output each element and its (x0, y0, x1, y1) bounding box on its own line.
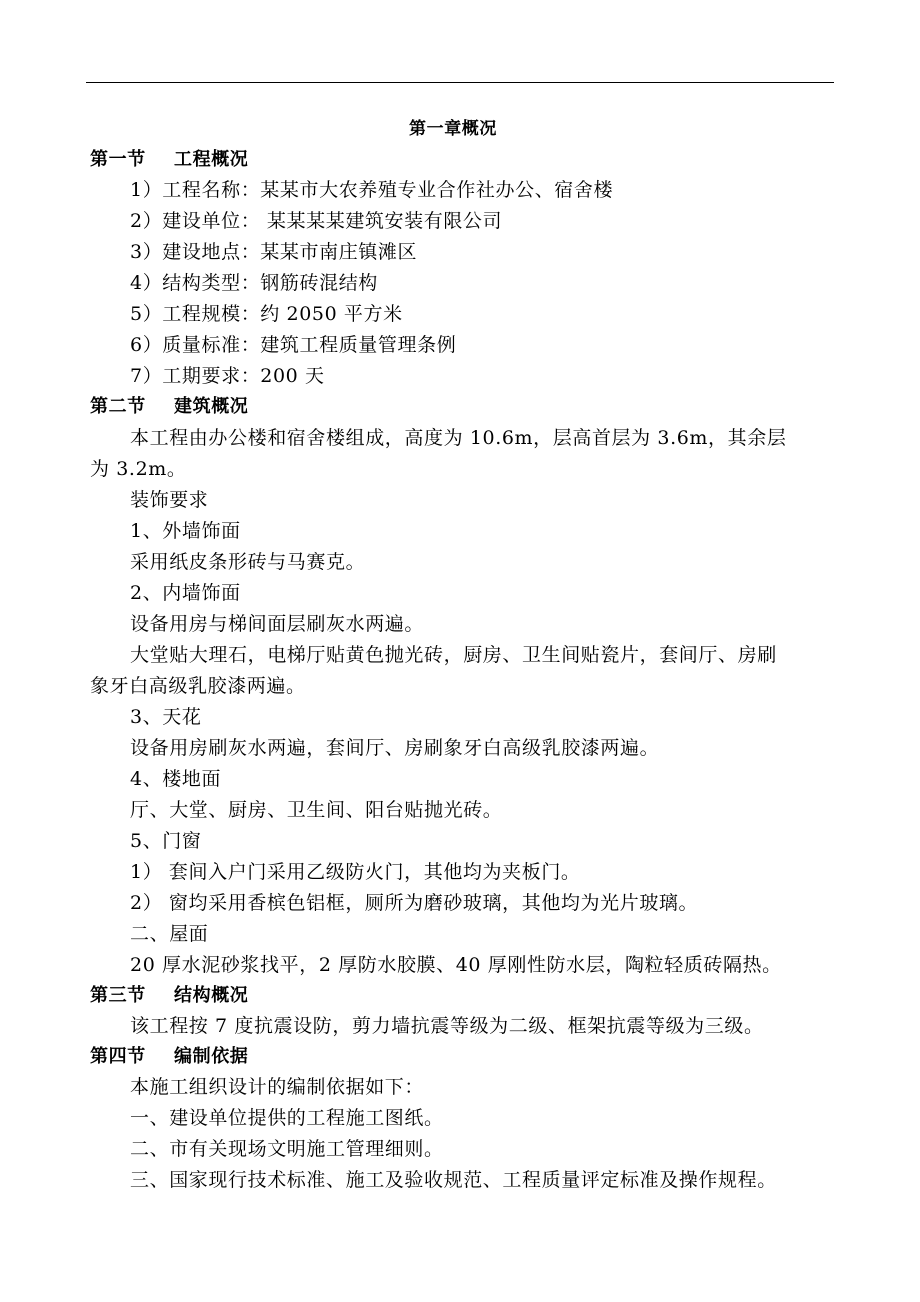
header-rule (86, 82, 834, 83)
doors-text-1: 1） 套间入户门采用乙级防火门，其他均为夹板门。 (130, 861, 581, 883)
section-heading-1 (90, 148, 248, 172)
section-4-label: 第四节 (90, 1046, 146, 1067)
building-intro-line1: 本工程由办公楼和宿舍楼组成，高度为 10.6m，层高首层为 3.6m，其余层 (130, 427, 787, 449)
interior-text-2a: 大堂贴大理石，电梯厅贴黄色抛光砖，厨房、卫生间贴瓷片，套间厅、房刷 (130, 644, 777, 666)
project-scale: 5）工程规模：约 2050 平方米 (130, 303, 403, 325)
doors-text-2: 2） 窗均采用香槟色铝框，厕所为磨砂玻璃，其他均为光片玻璃。 (130, 892, 699, 914)
section-3-label: 第三节 (90, 985, 146, 1006)
decor-title: 装饰要求 (130, 489, 209, 511)
interior-text-2b: 象牙白高级乳胶漆两遍。 (90, 675, 306, 697)
project-quality: 6）质量标准：建筑工程质量管理条例 (130, 334, 457, 356)
section-2-title: 建筑概况 (174, 396, 249, 417)
project-structure: 4）结构类型：钢筋砖混结构 (130, 272, 378, 294)
ceiling-title: 3、天花 (130, 706, 202, 728)
basis-item-1: 一、建设单位提供的工程施工图纸。 (130, 1107, 444, 1129)
floor-text: 厅、大堂、厨房、卫生间、阳台贴抛光砖。 (130, 799, 503, 821)
interior-title: 2、内墙饰面 (130, 582, 241, 604)
section-1-label: 第一节 (90, 149, 146, 170)
exterior-text: 采用纸皮条形砖与马赛克。 (130, 551, 366, 573)
section-2-label: 第二节 (90, 396, 146, 417)
basis-item-3: 三、国家现行技术标准、施工及验收规范、工程质量评定标准及操作规程。 (130, 1169, 777, 1191)
interior-text-1: 设备用房与梯间面层刷灰水两遍。 (130, 613, 425, 635)
roof-title: 二、屋面 (130, 923, 209, 945)
basis-intro: 本施工组织设计的编制依据如下： (130, 1076, 425, 1098)
project-duration: 7）工期要求：200 天 (130, 365, 325, 387)
floor-title: 4、楼地面 (130, 768, 222, 790)
section-heading-2 (90, 395, 248, 419)
structure-text: 该工程按 7 度抗震设防，剪力墙抗震等级为二级、框架抗震等级为三级。 (130, 1015, 764, 1037)
ceiling-text: 设备用房刷灰水两遍，套间厅、房刷象牙白高级乳胶漆两遍。 (130, 737, 660, 759)
doors-title: 5、门窗 (130, 830, 202, 852)
chapter-title: 第一章概况 (409, 119, 497, 139)
project-location: 3）建设地点：某某市南庄镇滩区 (130, 241, 418, 263)
section-4-title: 编制依据 (174, 1046, 249, 1067)
project-name: 1）工程名称：某某市大农养殖专业合作社办公、宿舍楼 (130, 179, 614, 201)
roof-text: 20 厚水泥砂浆找平，2 厚防水胶膜、40 厚刚性防水层，陶粒轻质砖隔热。 (130, 954, 782, 976)
section-1-title: 工程概况 (174, 149, 249, 170)
exterior-title: 1、外墙饰面 (130, 520, 241, 542)
building-intro-line2: 为 3.2m。 (90, 458, 187, 480)
section-heading-4 (90, 1045, 248, 1069)
section-3-title: 结构概况 (174, 985, 249, 1006)
project-builder: 2）建设单位： 某某某某建筑安装有限公司 (130, 210, 503, 232)
section-heading-3 (90, 984, 248, 1008)
basis-item-2: 二、市有关现场文明施工管理细则。 (130, 1138, 444, 1160)
